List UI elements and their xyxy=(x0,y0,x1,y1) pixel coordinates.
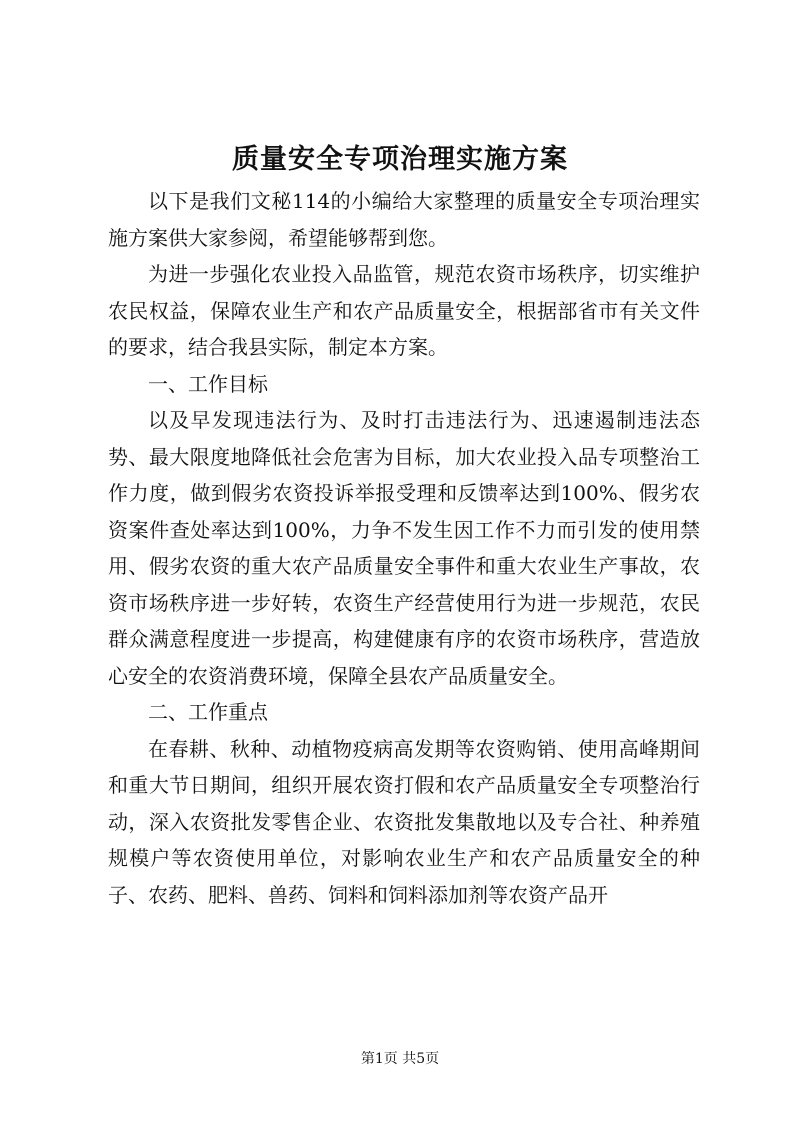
section-heading-goals: 一、工作目标 xyxy=(148,371,268,396)
paragraph-goals: 以及早发现违法行为、及时打击违法行为、迅速遏制违法态势、最大限度地降低社会危害为目标，加大农业投入品专项整治工作力度，做到假劣农资投诉举报受理和反馈率达到100%、假劣农资案件查处率达到100%，力争不发生因工作不力而引发的使用禁用、假劣农资的重大农产品质量安全事件和重大农业生产事故，农资市场秩序进一步好转，农资生产经营使用行为进一步规范，农民群众满意程度进一步提高，构建健康有序的农资市场秩序，营造放心安全的农资消费环境，保障全县农产品质量安全。 xyxy=(108,408,700,688)
section-heading-focus: 二、工作重点 xyxy=(148,700,268,724)
document-title: 质量安全专项治理实施方案 xyxy=(232,144,568,175)
paragraph-purpose: 为进一步强化农业投入品监管，规范农资市场秩序，切实维护农民权益，保障农业生产和农产品质量安全，根据部省市有关文件的要求，结合我县实际，制定本方案。 xyxy=(108,262,700,359)
document-body xyxy=(108,183,700,913)
paragraph-focus: 在春耕、秋种、动植物疫病高发期等农资购销、使用高峰期间和重大节日期间，组织开展农资打假和农产品质量安全专项整治行动，深入农资批发零售企业、农资批发集散地以及专合社、种养殖规模户等农资使用单位，对影响农业生产和农产品质量安全的种子、农药、肥料、兽药、饲料和饲料添加剂等农资产品开 xyxy=(108,736,700,907)
page-number-footer: 第1页 共5页 xyxy=(360,1051,440,1067)
paragraph-intro: 以下是我们文秘114的小编给大家整理的质量安全专项治理实施方案供大家参阅，希望能够帮到您。 xyxy=(108,189,700,250)
